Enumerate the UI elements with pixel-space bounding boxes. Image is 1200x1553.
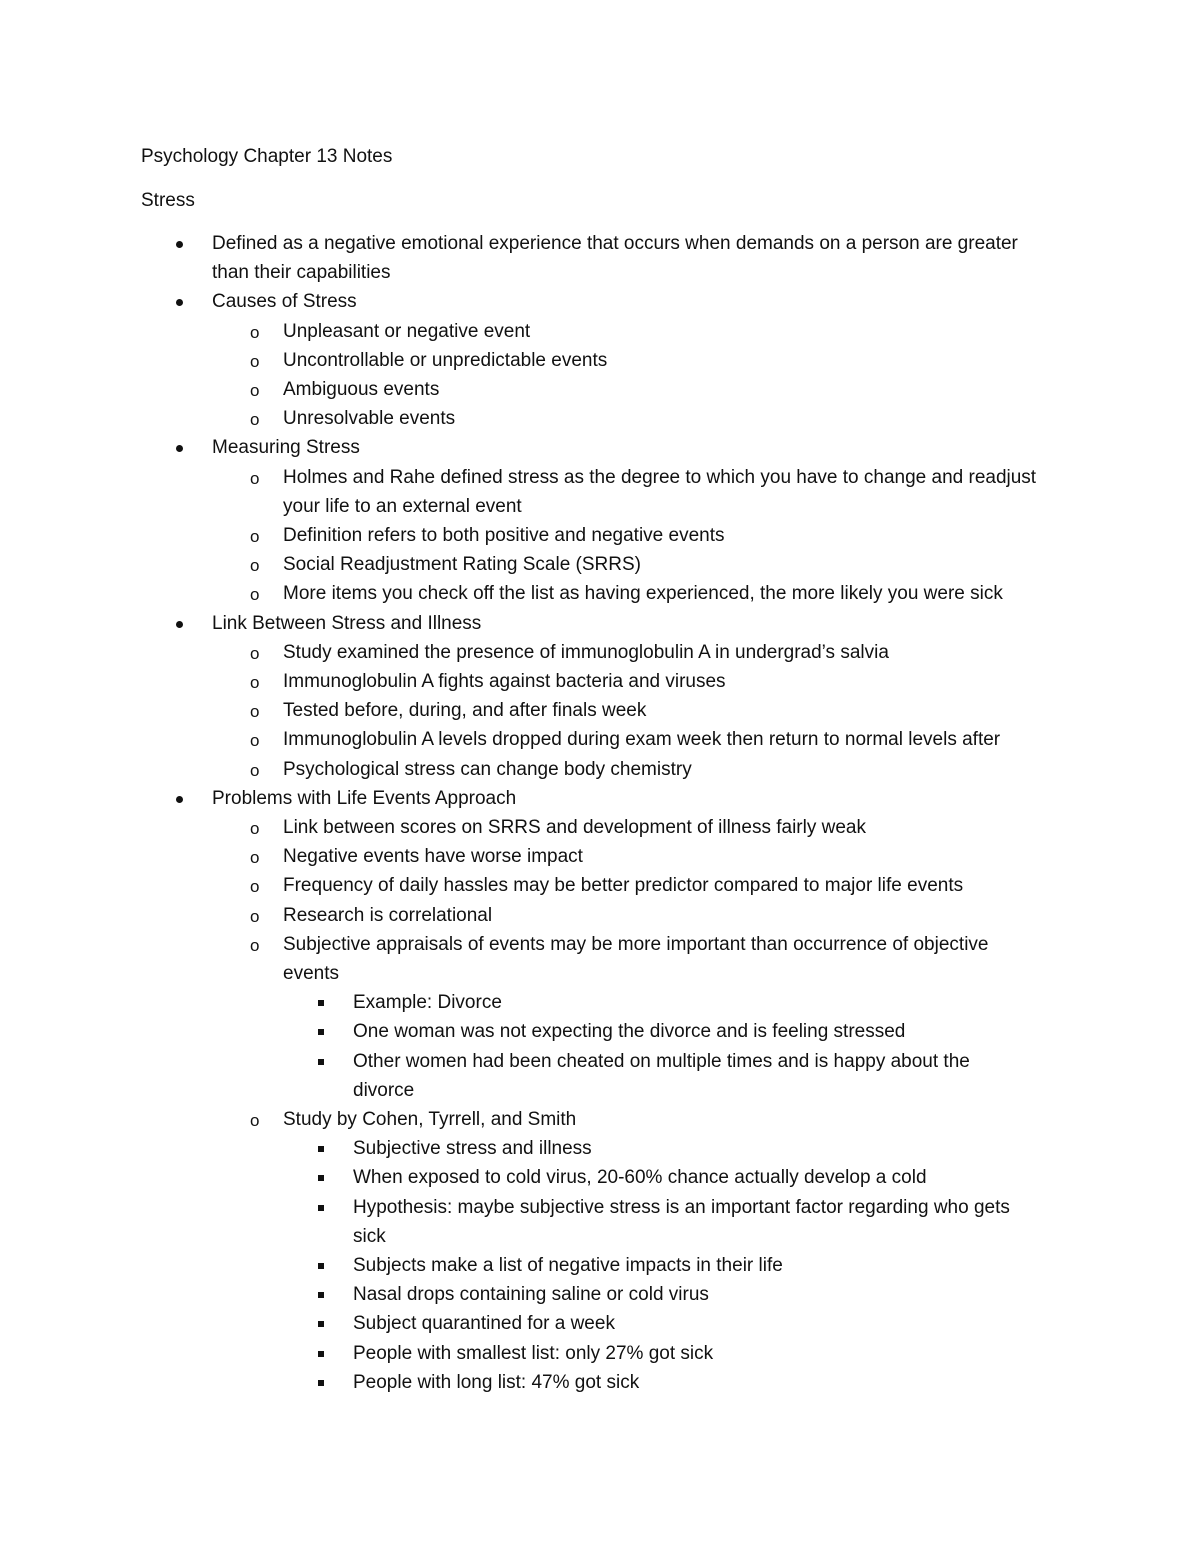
list-item-level-2: More items you check off the list as having experienced, the more likely you were sick	[283, 583, 1003, 605]
list-item-level-2: Definition refers to both positive and negative events	[283, 525, 725, 546]
list-item-level-2: Study examined the presence of immunoglobulin A in undergrad’s salvia	[283, 641, 889, 663]
list-item-level-3: Subjects make a list of negative impacts in their life	[353, 1255, 783, 1276]
document-title: Psychology Chapter 13 Notes	[141, 146, 393, 167]
list-item-level-1: Causes of Stress	[212, 291, 357, 313]
square-bullet-icon	[318, 1351, 324, 1357]
square-bullet-icon	[318, 1000, 324, 1006]
square-bullet-icon	[318, 1059, 324, 1065]
list-item-level-3: Nasal drops containing saline or cold virus	[353, 1284, 709, 1306]
list-item-level-1: than their capabilities	[212, 262, 391, 284]
list-item-level-2: Link between scores on SRRS and development of illness fairly weak	[283, 817, 866, 838]
list-item-level-1: Defined as a negative emotional experience that occurs when demands on a person are greater	[212, 233, 1018, 254]
square-bullet-icon	[318, 1380, 324, 1386]
circle-bullet-icon: o	[250, 468, 260, 488]
list-item-level-2: events	[283, 963, 339, 984]
bullet-icon	[176, 796, 183, 803]
circle-bullet-icon: o	[250, 410, 260, 430]
circle-bullet-icon: o	[250, 351, 260, 371]
list-item-level-2: Research is correlational	[283, 904, 493, 926]
circle-bullet-icon: o	[250, 527, 260, 546]
circle-bullet-icon: o	[250, 848, 260, 868]
list-item-level-3: sick	[353, 1225, 386, 1247]
list-item-level-2: Unpleasant or negative event	[283, 320, 531, 342]
square-bullet-icon	[318, 1321, 324, 1327]
circle-bullet-icon: o	[250, 877, 260, 897]
square-bullet-icon	[318, 1146, 324, 1152]
list-item-level-1: Measuring Stress	[212, 437, 360, 459]
circle-bullet-icon: o	[250, 906, 260, 926]
square-bullet-icon	[318, 1029, 324, 1035]
list-item-level-2: Ambiguous events	[283, 379, 440, 400]
square-bullet-icon	[318, 1205, 324, 1211]
square-bullet-icon	[318, 1263, 324, 1269]
circle-bullet-icon: o	[250, 322, 260, 342]
circle-bullet-icon: o	[250, 819, 260, 838]
circle-bullet-icon: o	[250, 556, 260, 576]
list-item-level-3: Subjective stress and illness	[353, 1138, 592, 1160]
list-item-level-2: Unresolvable events	[283, 408, 456, 430]
section-heading: Stress	[141, 190, 195, 211]
list-item-level-2: Immunoglobulin A fights against bacteria and viruses	[283, 671, 726, 692]
circle-bullet-icon: o	[250, 585, 260, 605]
circle-bullet-icon: o	[250, 643, 260, 663]
circle-bullet-icon: o	[250, 731, 260, 751]
circle-bullet-icon: o	[250, 760, 260, 780]
list-item-level-2: Study by Cohen, Tyrrell, and Smith	[283, 1109, 577, 1130]
list-item-level-1: Link Between Stress and Illness	[212, 612, 482, 634]
list-item-level-2: Immunoglobulin A levels dropped during exam week then return to normal levels after	[283, 729, 1001, 751]
list-item-level-2: Frequency of daily hassles may be better predictor compared to major life events	[283, 875, 964, 897]
list-item-level-3: One woman was not expecting the divorce and is feeling stressed	[353, 1021, 906, 1043]
circle-bullet-icon: o	[250, 935, 260, 955]
circle-bullet-icon: o	[250, 1111, 260, 1130]
list-item-level-2: Uncontrollable or unpredictable events	[283, 349, 608, 371]
circle-bullet-icon: o	[250, 381, 260, 400]
circle-bullet-icon: o	[250, 673, 260, 692]
list-item-level-3: People with smallest list: only 27% got sick	[353, 1342, 714, 1364]
list-item-level-3: People with long list: 47% got sick	[353, 1371, 640, 1393]
list-item-level-2: Holmes and Rahe defined stress as the degree to which you have to change and readjust	[283, 466, 1037, 488]
list-item-level-3: Hypothesis: maybe subjective stress is an important factor regarding who gets	[353, 1196, 1010, 1218]
list-item-level-3: Other women had been cheated on multiple times and is happy about the	[353, 1050, 970, 1072]
list-item-level-2: Psychological stress can change body chemistry	[283, 758, 692, 780]
square-bullet-icon	[318, 1292, 324, 1298]
bullet-icon	[176, 621, 183, 628]
list-item-level-2: Tested before, during, and after finals week	[283, 700, 647, 722]
list-item-level-3: Example: Divorce	[353, 992, 502, 1014]
bullet-icon	[176, 445, 183, 452]
list-item-level-2: Subjective appraisals of events may be more important than occurrence of objective	[283, 933, 989, 955]
circle-bullet-icon: o	[250, 702, 260, 722]
list-item-level-3: When exposed to cold virus, 20-60% chance actually develop a cold	[353, 1167, 927, 1189]
bullet-icon	[176, 299, 183, 306]
list-item-level-2: Social Readjustment Rating Scale (SRRS)	[283, 554, 641, 576]
bullet-icon	[176, 241, 183, 248]
list-item-level-2: your life to an external event	[283, 495, 522, 517]
list-item-level-1: Problems with Life Events Approach	[212, 787, 517, 809]
list-item-level-3: divorce	[353, 1079, 415, 1101]
list-item-level-2: Negative events have worse impact	[283, 846, 583, 868]
square-bullet-icon	[318, 1175, 324, 1181]
list-item-level-3: Subject quarantined for a week	[353, 1313, 615, 1335]
